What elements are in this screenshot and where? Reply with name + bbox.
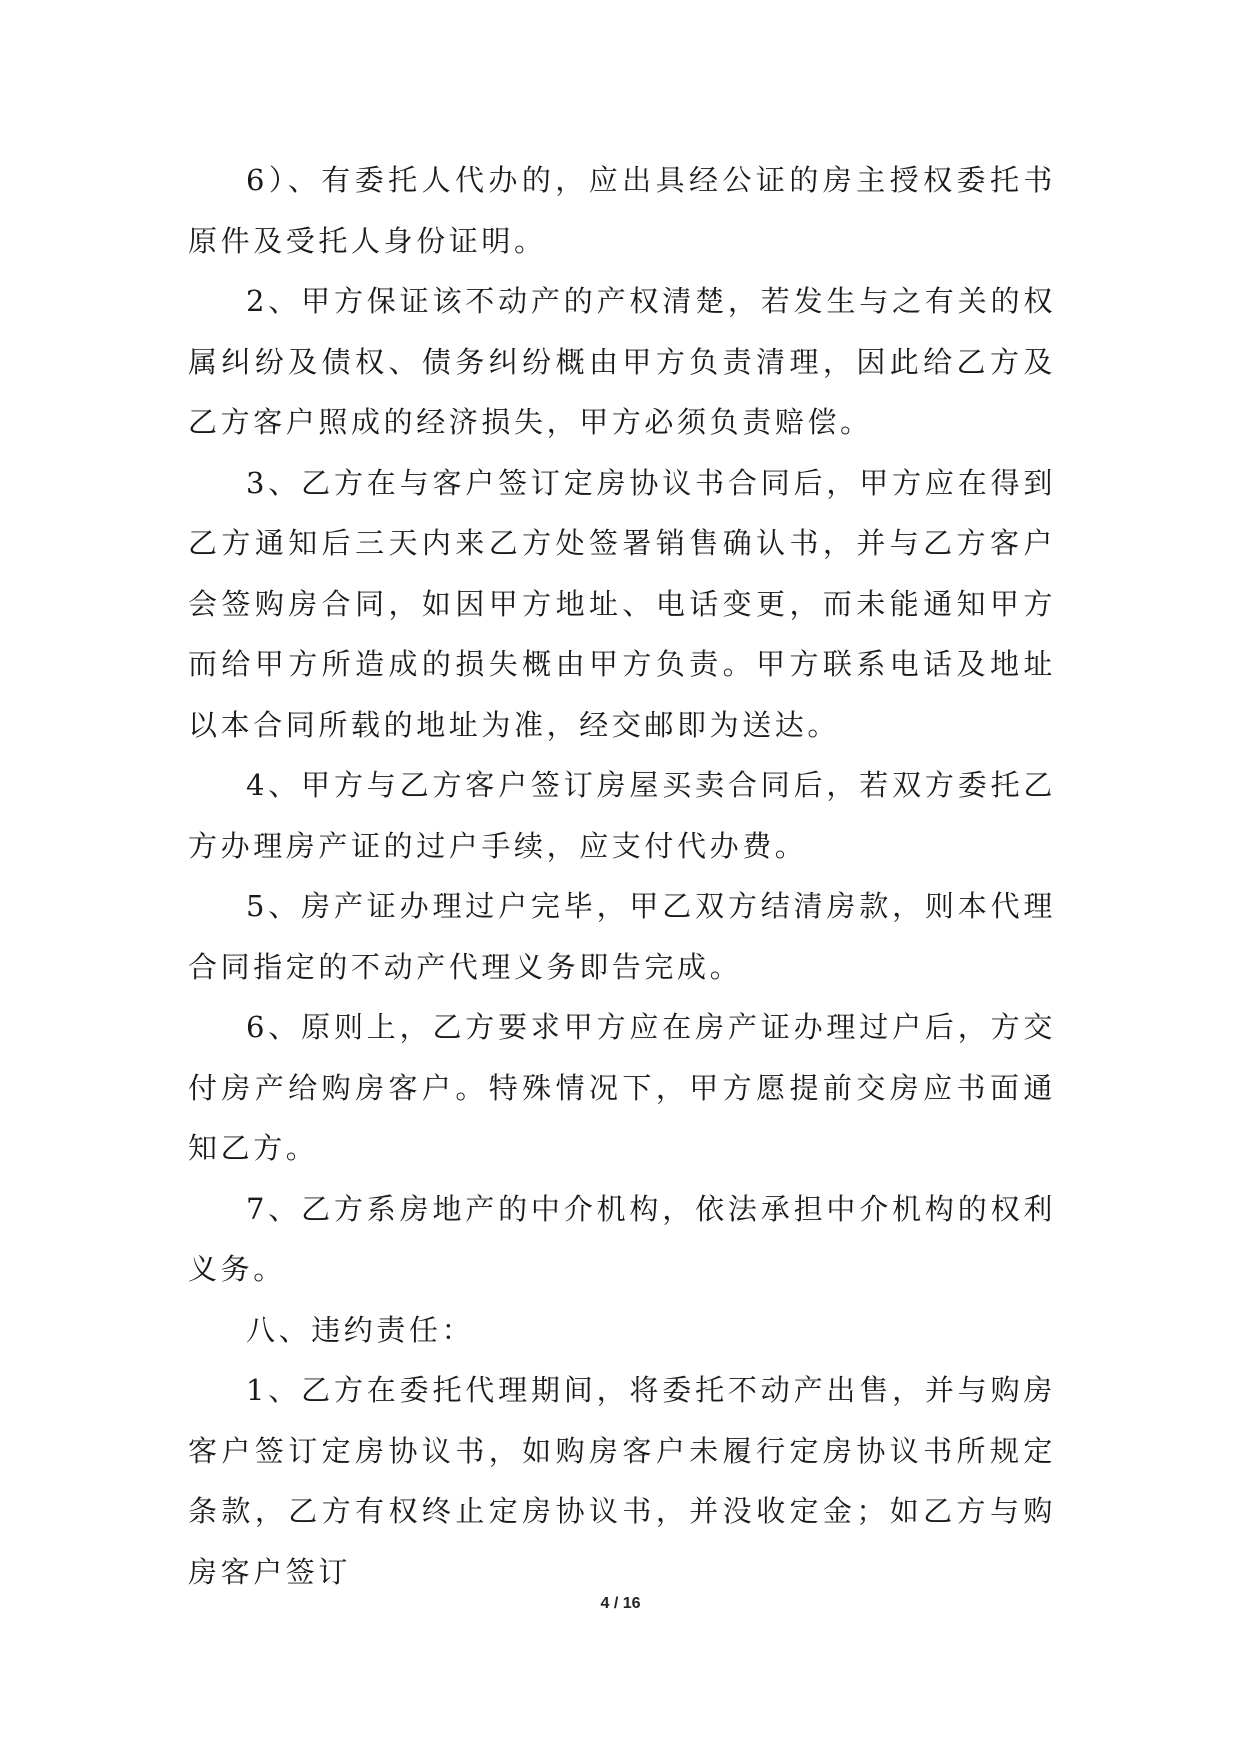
paragraph-1: 6）、有委托人代办的，应出具经公证的房主授权委托书原件及受托人身份证明。 — [188, 163, 1056, 258]
paragraph-2: 2、甲方保证该不动产的产权清楚，若发生与之有关的权属纠纷及债权、债务纠纷概由甲方负责清理，因此给乙方及乙方客户照成的经济损失，甲方必须负责赔偿。 — [188, 284, 1056, 439]
paragraph-9: 1、乙方在委托代理期间，将委托不动产出售，并与购房客户签订定房协议书，如购房客户未履行定房协议书所规定条款，乙方有权终止定房协议书，并没收定金；如乙方与购房客户签订 — [188, 1373, 1056, 1589]
section-heading: 八、违约责任： — [246, 1312, 475, 1347]
document-body — [188, 150, 1056, 1602]
paragraph-5: 5、房产证办理过户完毕，甲乙双方结清房款，则本代理合同指定的不动产代理义务即告完成。 — [188, 889, 1056, 984]
page-number: 4 / 16 — [600, 1595, 641, 1612]
paragraph-4: 4、甲方与乙方客户签订房屋买卖合同后，若双方委托乙方办理房产证的过户手续，应支付代办费。 — [188, 768, 1056, 863]
paragraph-7: 7、乙方系房地产的中介机构，依法承担中介机构的权利义务。 — [188, 1191, 1056, 1286]
paragraph-3: 3、乙方在与客户签订定房协议书合同后，甲方应在得到乙方通知后三天内来乙方处签署销售确认书，并与乙方客户会签购房合同，如因甲方地址、电话变更，而未能通知甲方而给甲方所造成的损失概由甲方负责。甲方联系电话及地址以本合同所载的地址为准，经交邮即为送达。 — [188, 465, 1056, 742]
paragraph-6: 6、原则上，乙方要求甲方应在房产证办理过户后，方交付房产给购房客户。特殊情况下，甲方愿提前交房应书面通知乙方。 — [188, 1010, 1056, 1165]
